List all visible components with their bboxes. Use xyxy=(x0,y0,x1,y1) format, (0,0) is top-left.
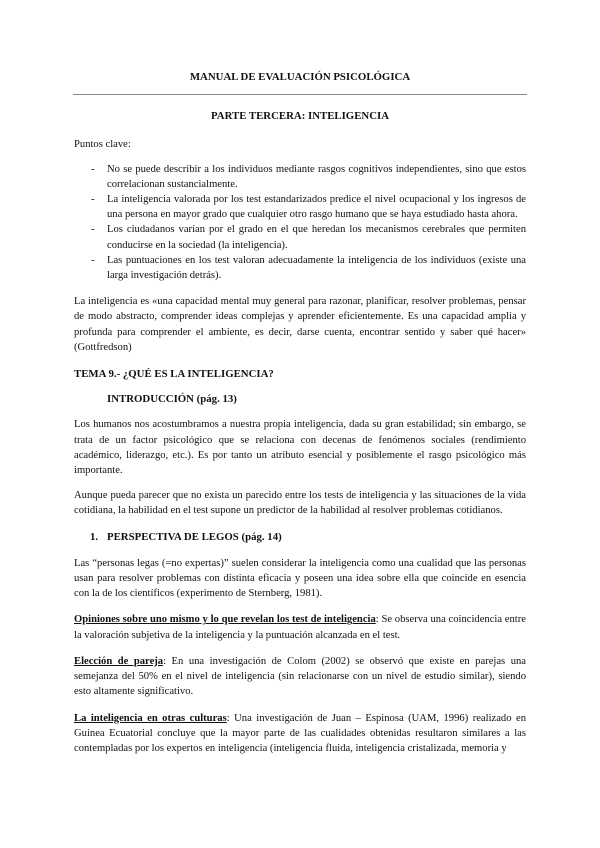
opiniones-text: : Se observa una coincidencia entre la valoración subjetiva de la inteligencia y la puntuación alcanzada en el test. xyxy=(74,614,526,641)
culturas-text: : Una investigación de Juan – Espinosa (UAM, 1996) realizado en Guinea Ecuatorial concluye que la mayor parte de las cualidades obtenidas resultaron similares a las contempladas por los expertos en inteligencia (inteligencia fluida, inteligencia cristalizada, memoria y xyxy=(74,712,526,754)
intro-paragraph-2: Aunque pueda parecer que no exista un parecido entre los tests de inteligencia y las situaciones de la vida cotidiana, la habilidad en el test supone un predictor de la habilidad al resolver problemas cotidianos. xyxy=(74,490,526,517)
bullet-dash: - xyxy=(91,224,95,236)
list-item xyxy=(74,192,526,222)
culturas-lead: La inteligencia en otras culturas xyxy=(74,712,227,724)
key-points-label: Puntos clave: xyxy=(74,139,131,151)
document-header: MANUAL DE EVALUACIÓN PSICOLÓGICA xyxy=(189,71,411,83)
header-rule xyxy=(73,94,527,95)
eleccion-paragraph xyxy=(74,654,526,700)
opiniones-lead: Opiniones sobre uno mismo y lo que revelan los test de inteligencia xyxy=(74,614,376,626)
definition-paragraph: La inteligencia es «una capacidad mental muy general para razonar, planificar, resolver problemas, pensar de modo abstracto, comprender ideas complejas y aprender eficientemente. Es una capacidad amplia y profunda para comprender el ambiente, es decir, darse cuenta, encontrar sentido y saber qué hacer» (Gottfredson) xyxy=(74,296,526,353)
bullet-dash: - xyxy=(91,254,95,266)
eleccion-lead: Elección de pareja xyxy=(74,655,164,667)
section-number: 1. xyxy=(90,530,99,543)
bullet-dash: - xyxy=(91,163,95,175)
list-item xyxy=(74,162,526,192)
eleccion-text: : En una investigación de Colom (2002) se observó que existe en parejas una semejanza del 50% en el nivel de inteligencia (sin relacionarse con un nivel de estudio similar), siendo esto altamente significativo. xyxy=(74,655,526,698)
tema-heading: TEMA 9.- ¿QUÉ ES LA INTELIGENCIA? xyxy=(74,368,274,381)
document-page xyxy=(74,70,526,756)
culturas-paragraph xyxy=(74,711,526,757)
list-item-text: Los ciudadanos varían por el grado en el que heredan los mecanismos cerebrales que permiten conducirse en la sociedad (la inteligencia). xyxy=(107,224,526,251)
legos-paragraph: Las “personas legas (=no expertas)” suelen considerar la inteligencia como una cualidad que las personas usan para resolver problemas con distinta eficacia y poseen una idea sobre ella que coincide en esencia con la de los científicos (experimento de Sternberg, 1981). xyxy=(74,557,526,600)
section-title: PERSPECTIVA DE LEGOS (pág. 14) xyxy=(107,530,282,543)
intro-paragraph-1: Los humanos nos acostumbramos a nuestra propia inteligencia, dada su gran estabilidad; sin embargo, se trata de un factor psicológico que se relaciona con decenas de fenómenos sociales (rendimiento académico, liderazgo, etc.). Es por tanto un atributo esencial y posiblemente el rasgo psicológico más importante. xyxy=(74,419,526,477)
list-item-text: Las puntuaciones en los test valoran adecuadamente la inteligencia de los individuos (existe una larga investigación detrás). xyxy=(107,254,526,282)
intro-heading: INTRODUCCIÓN (pág. 13) xyxy=(107,393,237,406)
part-title: PARTE TERCERA: INTELIGENCIA xyxy=(210,110,389,123)
bullet-dash: - xyxy=(91,194,95,206)
opiniones-paragraph xyxy=(74,612,526,642)
list-item xyxy=(74,253,526,283)
list-item-text: No se puede describir a los individuos mediante rasgos cognitivos independientes, sino que estos correlacionan sustancialmente. xyxy=(107,163,526,190)
section-1-heading xyxy=(74,530,526,545)
list-item-text: La inteligencia valorada por los test estandarizados predice el nivel ocupacional y los ingresos de una persona en mayor grado que cualquier otro rasgo humano que se haya estudiado hasta ahora. xyxy=(107,194,526,221)
list-item xyxy=(74,222,526,252)
key-points-list xyxy=(74,162,526,284)
